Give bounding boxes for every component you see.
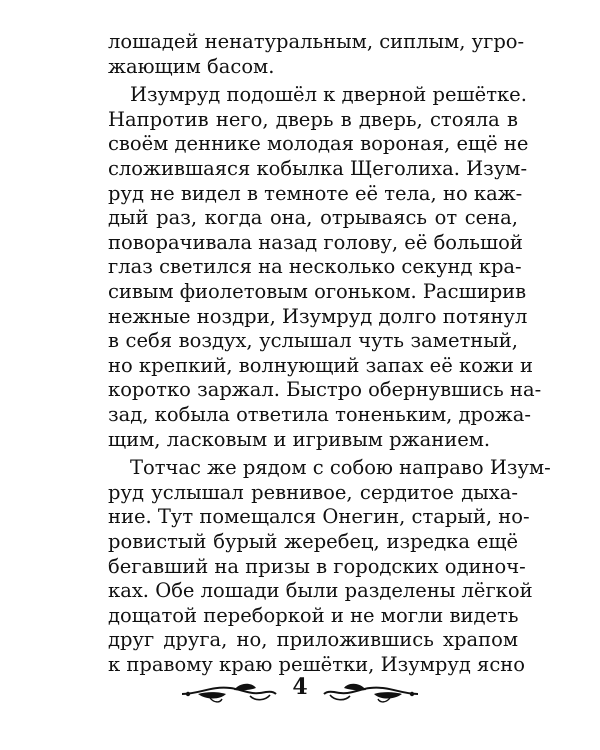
text-line: лошадей ненатуральным, сиплым, угро- bbox=[108, 30, 525, 53]
text-line: сивым фиолетовым огоньком. Расширив bbox=[108, 280, 527, 303]
text-line: но крепкий, волнующий запах её кожи и bbox=[108, 353, 534, 377]
text-line: сложившаяся кобылка Щеголиха. Изум- bbox=[108, 157, 528, 180]
text-line: дый раз, когда она, отрываясь от сена, bbox=[108, 206, 518, 230]
text-line: друг друга, но, приложившись храпом bbox=[108, 628, 518, 652]
text-line: своём деннике молодая вороная, ещё не bbox=[108, 132, 529, 156]
text-line: дощатой переборкой и не могли видеть bbox=[108, 603, 519, 627]
text-line: руд не видел в темноте её тела, но каж- bbox=[108, 181, 523, 205]
ornament-right-icon bbox=[322, 678, 420, 706]
text-line: поворачивала назад голову, её большой bbox=[108, 230, 523, 254]
text-line: коротко заржал. Быстро обернувшись на- bbox=[108, 378, 542, 402]
text-line: Напротив него, дверь в дверь, стояла в bbox=[108, 107, 518, 131]
text-line: щим, ласковым и игривым ржанием. bbox=[108, 427, 491, 451]
page-number: 4 bbox=[292, 674, 308, 700]
text-line: ровистый бурый жеребец, изредка ещё bbox=[108, 530, 518, 553]
text-line: нежные ноздри, Изумруд долго потянул bbox=[108, 304, 528, 328]
text-line: зад, кобыла ответила тоненьким, дрожа- bbox=[108, 403, 531, 426]
text-line: глаз светился на несколько секунд кра- bbox=[108, 255, 522, 279]
text-line: ние. Тут помещался Онегин, старый, но- bbox=[108, 505, 530, 529]
text-line: Тотчас же рядом с собою направо Изум- bbox=[130, 456, 551, 480]
page-footer bbox=[180, 672, 420, 712]
text-line: Изумруд подошёл к дверной решётке. bbox=[130, 83, 527, 107]
text-line: в себя воздух, услышал чуть заметный, bbox=[108, 329, 518, 353]
text-line: ках. Обе лошади были разделены лёгкой bbox=[108, 579, 533, 603]
text-line: руд услышал ревнивое, сердитое дыха- bbox=[108, 480, 518, 504]
text-line: жающим басом. bbox=[108, 54, 275, 78]
text-line: бегавший на призы в городских одиноч- bbox=[108, 554, 526, 578]
text-line: к правому краю решётки, Изумруд ясно bbox=[108, 653, 525, 676]
